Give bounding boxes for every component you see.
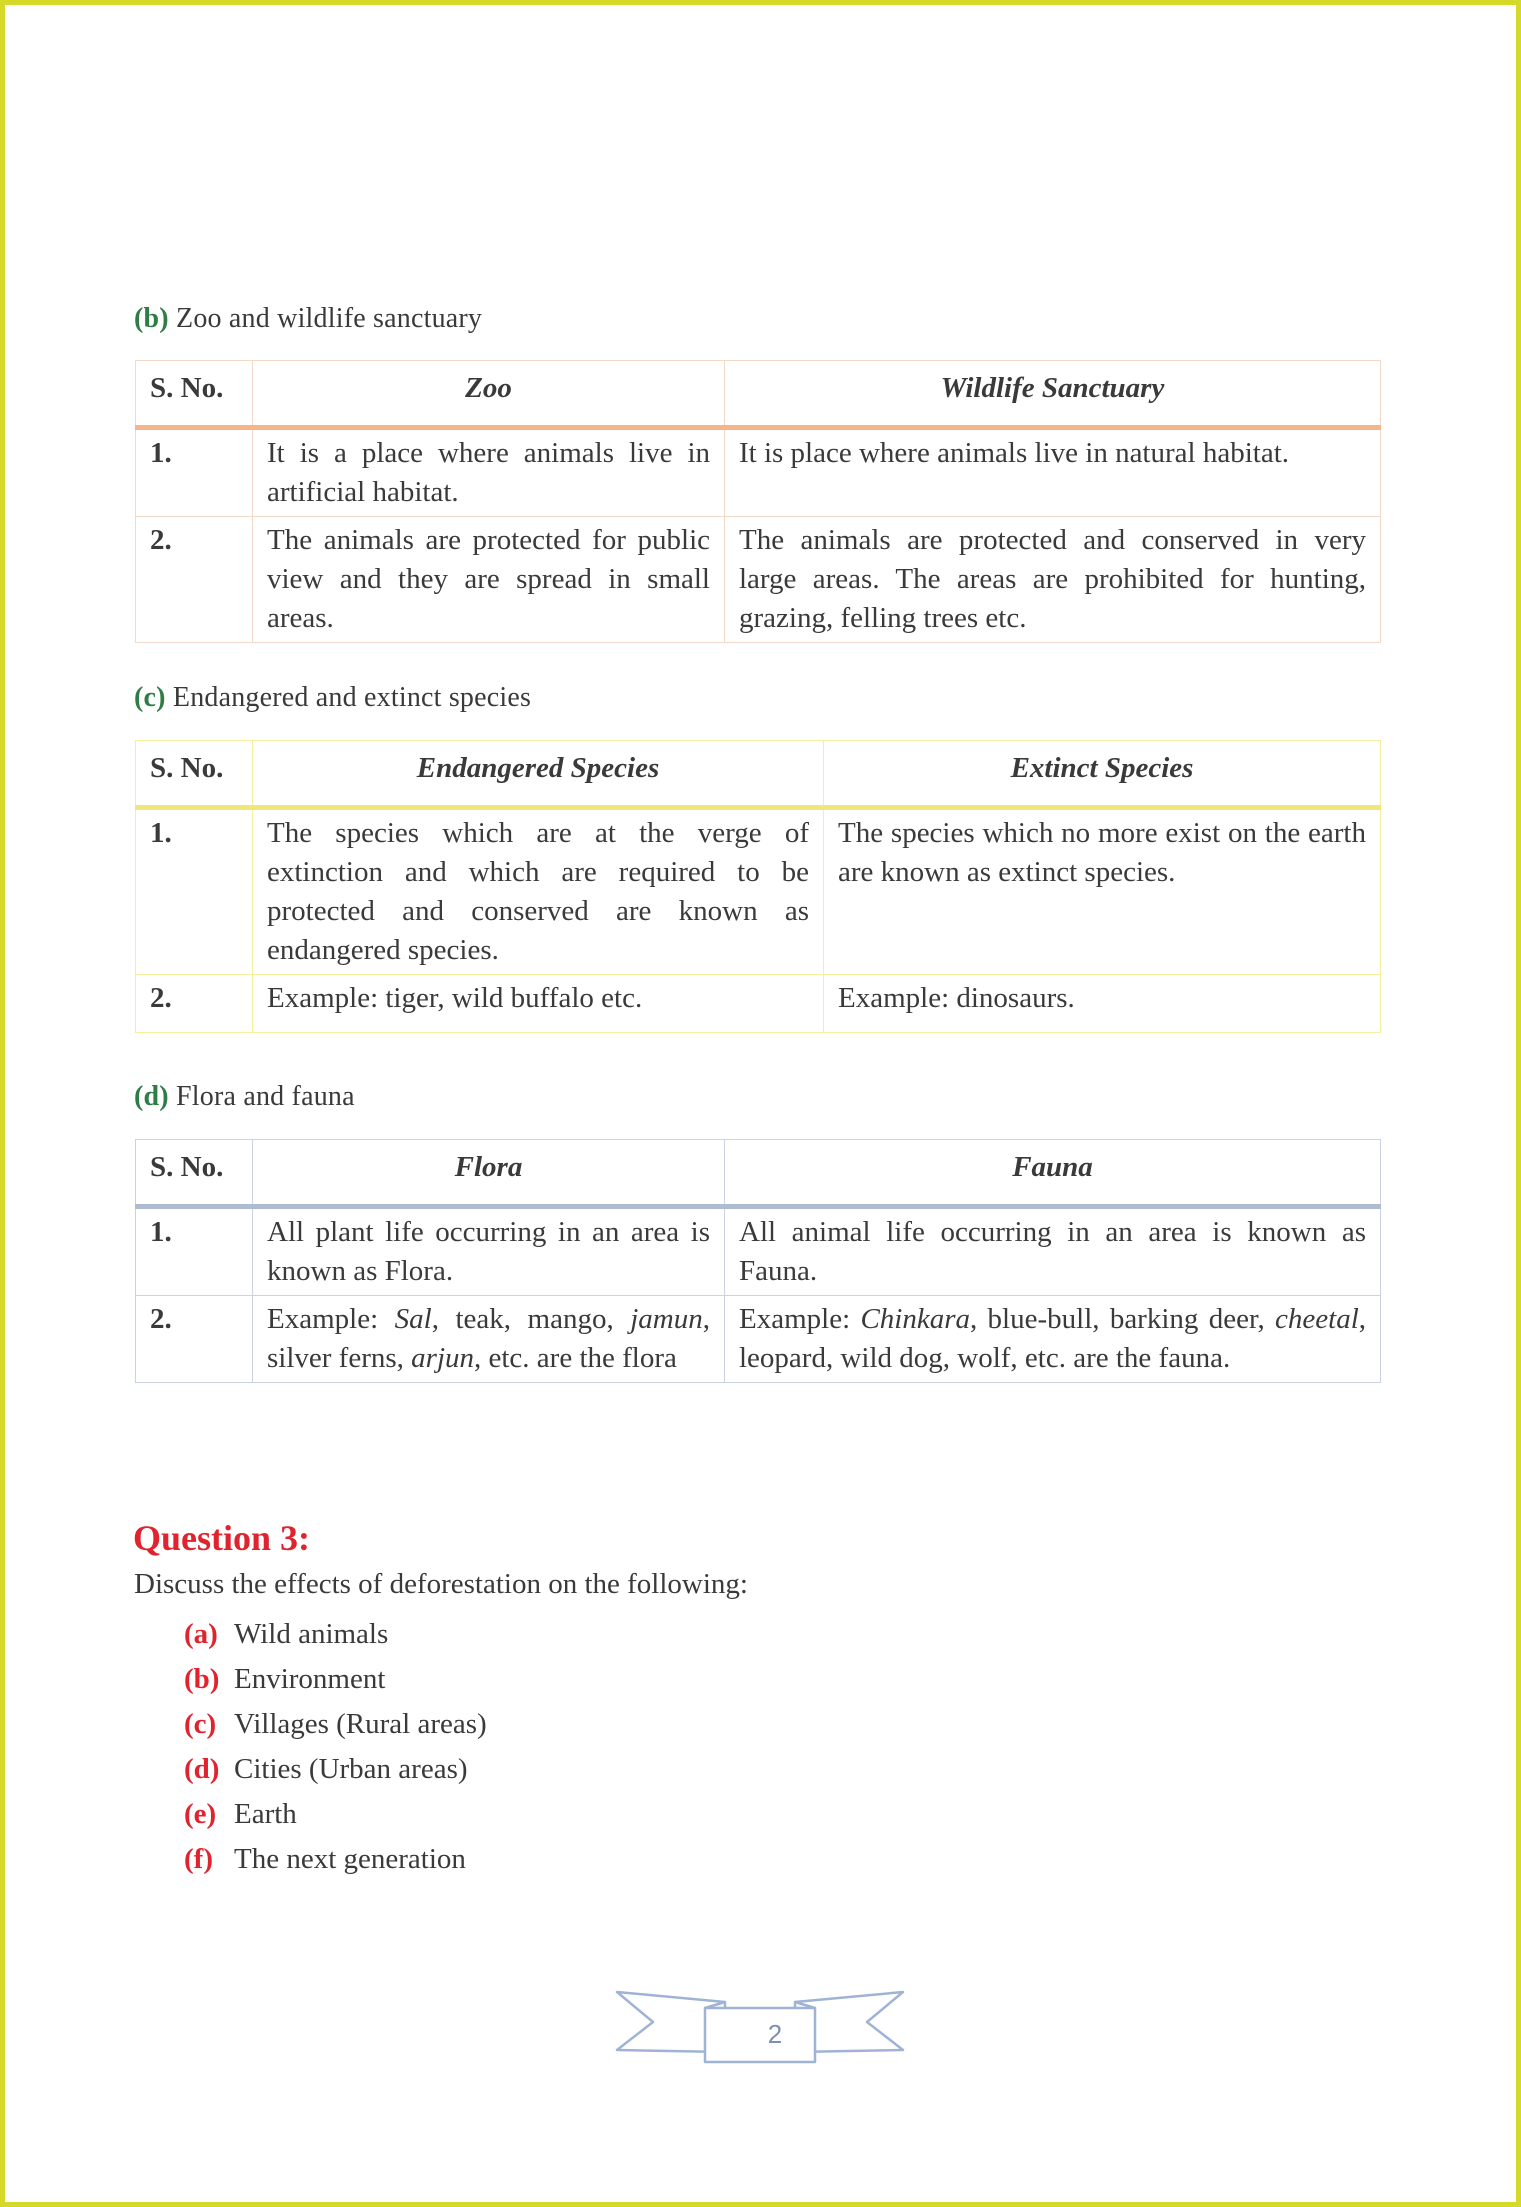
item-tag: (a) — [184, 1618, 218, 1650]
flora-vs-fauna-table — [135, 1139, 1381, 1383]
list-item — [184, 1747, 487, 1792]
page-number-ribbon — [615, 1990, 905, 2070]
list-item — [184, 1612, 487, 1657]
header-flora: Flora — [253, 1140, 725, 1207]
cell-sanctuary: The animals are protected and conserved in very large areas. The areas are prohibited for hunting, grazing, felling trees etc. — [725, 517, 1381, 643]
item-text: The next generation — [234, 1843, 466, 1875]
table-row — [136, 1207, 1381, 1296]
cell-extinct: The species which no more exist on the earth are known as extinct species. — [824, 808, 1381, 975]
header-sno: S. No. — [136, 1140, 253, 1207]
italic-term: jamun — [630, 1303, 703, 1335]
page-number: 2 — [767, 2019, 783, 2049]
cell-fauna: All animal life occurring in an area is known as Fauna. — [725, 1207, 1381, 1296]
item-tag: (b) — [184, 1663, 220, 1695]
item-text: Villages (Rural areas) — [234, 1708, 487, 1740]
table-header-row — [136, 1140, 1381, 1207]
cell-sno: 1. — [136, 428, 253, 517]
item-tag: (c) — [184, 1708, 217, 1740]
item-text: Earth — [234, 1798, 297, 1830]
header-extinct: Extinct Species — [824, 741, 1381, 808]
endangered-vs-extinct-table — [135, 740, 1381, 1033]
section-d-tag: (d) — [134, 1081, 169, 1112]
cell-sno: 1. — [136, 1207, 253, 1296]
text: Example: — [739, 1303, 861, 1335]
text: , silver ferns, — [267, 1303, 710, 1374]
text: , blue-bull, barking deer, — [970, 1303, 1276, 1335]
cell-extinct: Example: dinosaurs. — [824, 975, 1381, 1033]
section-d-heading — [134, 1081, 355, 1113]
table-row — [136, 1296, 1381, 1383]
italic-term: arjun — [411, 1342, 474, 1374]
section-b-heading — [134, 303, 482, 335]
zoo-vs-sanctuary-table — [135, 360, 1381, 643]
cell-fauna — [725, 1296, 1381, 1383]
header-wildlife-sanctuary: Wildlife Sanctuary — [725, 361, 1381, 428]
italic-term: cheetal — [1275, 1303, 1359, 1335]
text: , etc. are the flora — [474, 1342, 677, 1374]
header-fauna: Fauna — [725, 1140, 1381, 1207]
table-header-row — [136, 741, 1381, 808]
item-text: Wild animals — [234, 1618, 389, 1650]
cell-flora — [253, 1296, 725, 1383]
cell-sno: 2. — [136, 1296, 253, 1383]
header-zoo: Zoo — [253, 361, 725, 428]
list-item — [184, 1657, 487, 1702]
text: , teak, mango, — [431, 1303, 631, 1335]
cell-endangered: Example: tiger, wild buffalo etc. — [253, 975, 824, 1033]
header-sno: S. No. — [136, 741, 253, 808]
italic-term: Sal — [394, 1303, 432, 1335]
question-items-list — [184, 1612, 487, 1882]
cell-sno: 1. — [136, 808, 253, 975]
question-prompt: Discuss the effects of deforestation on the following: — [134, 1568, 748, 1600]
header-endangered: Endangered Species — [253, 741, 824, 808]
italic-term: Chinkara — [860, 1303, 970, 1335]
item-text: Environment — [234, 1663, 386, 1695]
list-item — [184, 1702, 487, 1747]
text: , leopard, wild dog, wolf, etc. are the fauna. — [739, 1303, 1366, 1374]
item-tag: (e) — [184, 1798, 217, 1830]
header-sno: S. No. — [136, 361, 253, 428]
list-item — [184, 1837, 487, 1882]
section-c-title: Endangered and extinct species — [172, 682, 532, 713]
cell-flora: All plant life occurring in an area is known as Flora. — [253, 1207, 725, 1296]
cell-sno: 2. — [136, 517, 253, 643]
table-row — [136, 517, 1381, 643]
item-tag: (d) — [184, 1753, 220, 1785]
cell-sno: 2. — [136, 975, 253, 1033]
table-row — [136, 428, 1381, 517]
table-row — [136, 808, 1381, 975]
section-b-tag: (b) — [134, 303, 169, 334]
text: Example: — [267, 1303, 395, 1335]
section-c-tag: (c) — [134, 682, 166, 713]
item-text: Cities (Urban areas) — [234, 1753, 468, 1785]
cell-sanctuary: It is place where animals live in natural habitat. — [725, 428, 1381, 517]
table-header-row — [136, 361, 1381, 428]
section-d-title: Flora and fauna — [176, 1081, 355, 1112]
table-row — [136, 975, 1381, 1033]
cell-zoo: The animals are protected for public view and they are spread in small areas. — [253, 517, 725, 643]
question-title: Question 3: — [133, 1518, 311, 1558]
section-b-title: Zoo and wildlife sanctuary — [176, 303, 483, 334]
section-c-heading — [134, 682, 531, 714]
cell-endangered: The species which are at the verge of extinction and which are required to be protected and conserved are known as endangered species. — [253, 808, 824, 975]
list-item — [184, 1792, 487, 1837]
cell-zoo: It is a place where animals live in artificial habitat. — [253, 428, 725, 517]
item-tag: (f) — [184, 1843, 213, 1875]
